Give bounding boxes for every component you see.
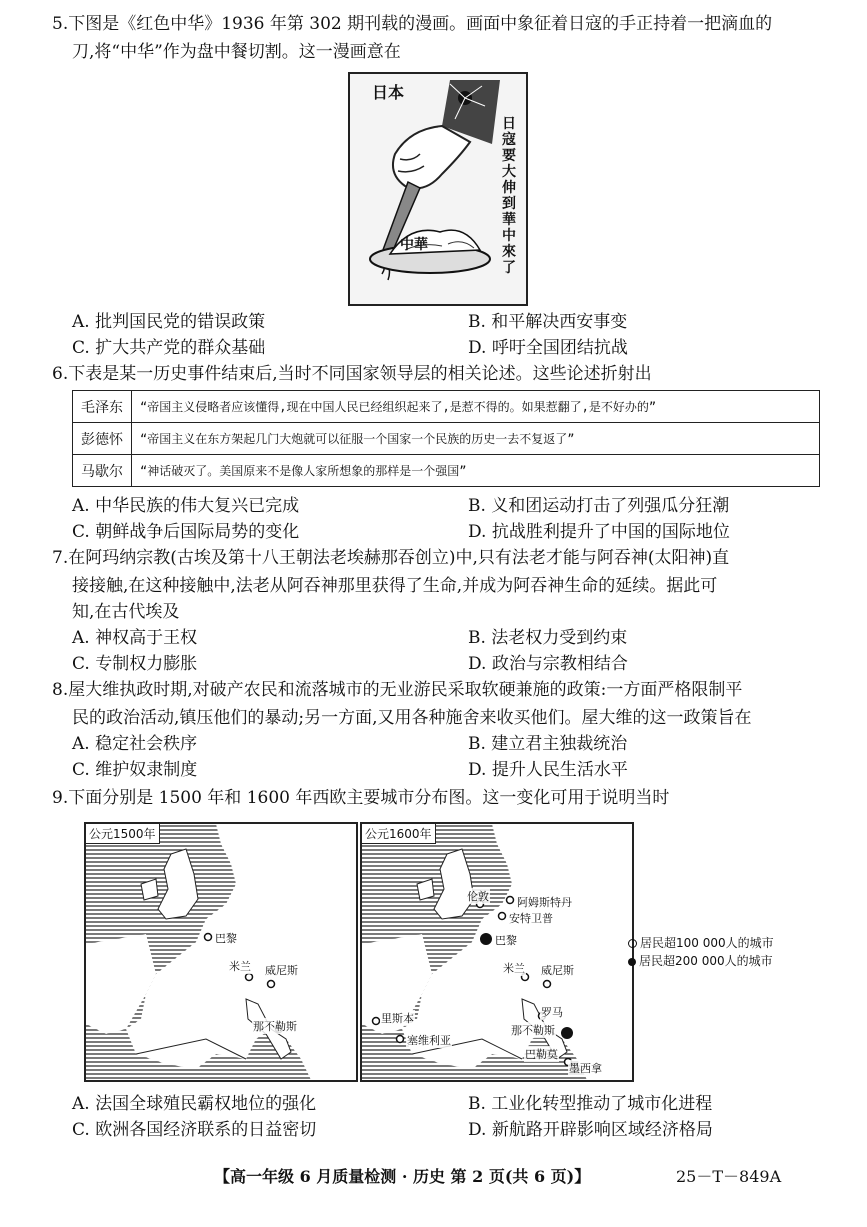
legend-small-label: 居民超100 000人的城市 bbox=[640, 936, 774, 950]
q7-option-c[interactable]: C. 专制权力膨胀 bbox=[72, 654, 198, 674]
q8-stem-line2: 民的政治活动,镇压他们的暴动;另一方面,又用各种施舍来收买他们。屋大维的这一政策旨在 bbox=[72, 708, 752, 728]
city-label: 墨西拿 bbox=[569, 1062, 602, 1075]
q5-option-a[interactable]: A. 批判国民党的错误政策 bbox=[72, 312, 266, 332]
q5-stem-line2: 刀,将“中华”作为盘中餐切割。这一漫画意在 bbox=[72, 42, 401, 62]
q9-option-b[interactable]: B. 工业化转型推动了城市化进程 bbox=[468, 1094, 713, 1114]
q8-stem-line1: 8.屋大维执政时期,对破产农民和流落城市的无业游民采取软硬兼施的政策:一方面严格限制平 bbox=[52, 680, 743, 700]
q5-option-d[interactable]: D. 呼吁全国团结抗战 bbox=[468, 338, 628, 358]
city-label: 威尼斯 bbox=[265, 964, 298, 977]
cartoon-label-japan: 日本 bbox=[372, 83, 405, 102]
q9-option-c[interactable]: C. 欧洲各国经济联系的日益密切 bbox=[72, 1120, 317, 1140]
leader-quote: “帝国主义在东方架起几门大炮就可以征服一个国家一个民族的历史一去不复返了” bbox=[132, 423, 820, 455]
q8-option-d[interactable]: D. 提升人民生活水平 bbox=[468, 760, 628, 780]
leader-name: 毛泽东 bbox=[73, 391, 132, 423]
q8-option-c[interactable]: C. 维护奴隶制度 bbox=[72, 760, 198, 780]
city-label: 塞维利亚 bbox=[407, 1034, 451, 1047]
city-label: 那不勒斯 bbox=[253, 1020, 297, 1033]
city-label: 伦敦 bbox=[467, 890, 489, 903]
q9-stem: 9.下面分别是 1500 年和 1600 年西欧主要城市分布图。这一变化可用于说明当时 bbox=[52, 788, 670, 808]
city-label: 巴黎 bbox=[215, 932, 237, 945]
city-label: 罗马 bbox=[541, 1006, 563, 1019]
cartoon-label-china: 中華 bbox=[400, 237, 428, 253]
city-label: 米兰 bbox=[503, 962, 525, 975]
city-label: 巴勒莫 bbox=[525, 1048, 558, 1061]
q7-stem-line3: 知,在古代埃及 bbox=[72, 602, 180, 622]
q6-option-b[interactable]: B. 义和团运动打击了列强瓜分狂潮 bbox=[468, 496, 730, 516]
leader-quote: “帝国主义侵略者应该懂得,现在中国人民已经组织起来了,是惹不得的。如果惹翻了,是不好办的” bbox=[132, 391, 820, 423]
legend-large-city bbox=[628, 952, 773, 969]
city-label: 那不勒斯 bbox=[511, 1024, 555, 1037]
cartoon-drawing bbox=[350, 74, 526, 304]
table-row bbox=[73, 391, 820, 423]
q5-cartoon bbox=[348, 72, 528, 306]
map-1500-title: 公元1500年 bbox=[86, 824, 160, 844]
q6-option-c[interactable]: C. 朝鲜战争后国际局势的变化 bbox=[72, 522, 300, 542]
city-label: 里斯本 bbox=[381, 1012, 414, 1025]
map-1600 bbox=[360, 822, 634, 1082]
q5-option-b[interactable]: B. 和平解决西安事变 bbox=[468, 312, 628, 332]
q8-option-b[interactable]: B. 建立君主独裁统治 bbox=[468, 734, 628, 754]
map-1600-title: 公元1600年 bbox=[362, 824, 436, 844]
leader-name: 马歇尔 bbox=[73, 455, 132, 487]
city-label: 米兰 bbox=[229, 960, 251, 973]
legend-open-circle-icon bbox=[628, 939, 637, 948]
q9-option-d[interactable]: D. 新航路开辟影响区域经济格局 bbox=[468, 1120, 713, 1140]
q7-option-d[interactable]: D. 政治与宗教相结合 bbox=[468, 654, 628, 674]
cartoon-vertical-text: 日寇要大伸到華中來了 bbox=[502, 116, 516, 276]
legend-small-city bbox=[628, 934, 774, 951]
leader-name: 彭德怀 bbox=[73, 423, 132, 455]
page-footer-code: 25－T－849A bbox=[676, 1167, 782, 1186]
city-label: 阿姆斯特丹 bbox=[517, 896, 572, 909]
page-footer-title: 【高一年级 6 月质量检测 · 历史 第 2 页(共 6 页)】 bbox=[214, 1167, 591, 1186]
q8-option-a[interactable]: A. 稳定社会秩序 bbox=[72, 734, 198, 754]
map-1600-drawing bbox=[362, 824, 632, 1080]
legend-large-label: 居民超200 000人的城市 bbox=[639, 954, 773, 968]
legend-filled-circle-icon bbox=[628, 958, 636, 966]
q5-option-c[interactable]: C. 扩大共产党的群众基础 bbox=[72, 338, 266, 358]
q7-stem-line2: 接接触,在这种接触中,法老从阿吞神那里获得了生命,并成为阿吞神生命的延续。据此可 bbox=[72, 576, 718, 596]
q6-quote-table bbox=[72, 390, 820, 487]
city-label: 安特卫普 bbox=[509, 912, 553, 925]
q7-stem-line1: 7.在阿玛纳宗教(古埃及第十八王朝法老埃赫那吞创立)中,只有法老才能与阿吞神(太阳神)直 bbox=[52, 548, 730, 568]
q5-stem-line1: 5.下图是《红色中华》1936 年第 302 期刊载的漫画。画面中象征着日寇的手正持着一把滴血的 bbox=[52, 14, 773, 34]
q6-option-d[interactable]: D. 抗战胜利提升了中国的国际地位 bbox=[468, 522, 730, 542]
map-1500 bbox=[84, 822, 358, 1082]
table-row bbox=[73, 423, 820, 455]
q7-option-b[interactable]: B. 法老权力受到约束 bbox=[468, 628, 628, 648]
q6-option-a[interactable]: A. 中华民族的伟大复兴已完成 bbox=[72, 496, 300, 516]
q6-stem: 6.下表是某一历史事件结束后,当时不同国家领导层的相关论述。这些论述折射出 bbox=[52, 364, 652, 384]
leader-quote: “神话破灭了。美国原来不是像人家所想象的那样是一个强国” bbox=[132, 455, 820, 487]
q9-option-a[interactable]: A. 法国全球殖民霸权地位的强化 bbox=[72, 1094, 317, 1114]
city-label: 巴黎 bbox=[495, 934, 517, 947]
map-1500-drawing bbox=[86, 824, 356, 1080]
city-label: 威尼斯 bbox=[541, 964, 574, 977]
table-row bbox=[73, 455, 820, 487]
q7-option-a[interactable]: A. 神权高于王权 bbox=[72, 628, 198, 648]
